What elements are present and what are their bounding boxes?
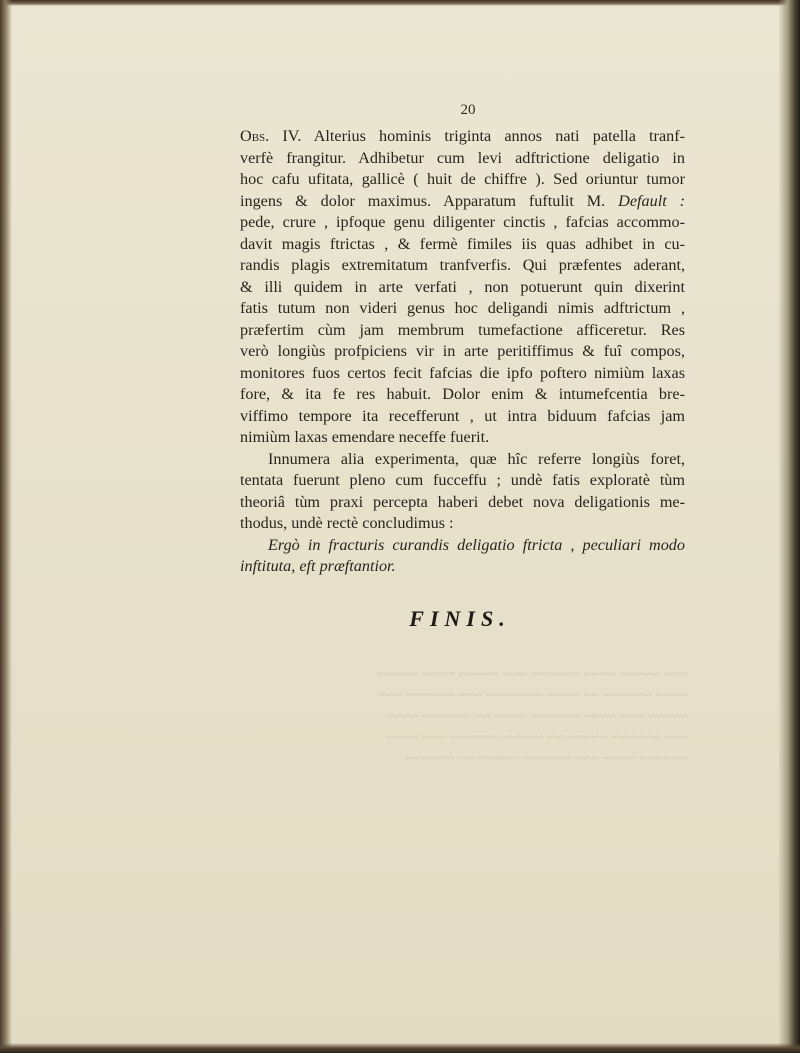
page-edge-right (778, 0, 800, 1053)
text-line: verò longiùs profpiciens vir in arte peritiffimus & fuî compos, (240, 342, 685, 360)
finis-heading: FINIS. (409, 606, 511, 631)
text-line (240, 126, 685, 148)
text-line: randis plagis extremitatum tranfverfis. Qui præfentes aderant, (240, 256, 685, 274)
text-line: inftituta, eft præftantior. (240, 557, 396, 575)
text-line: & illi quidem in arte verfati , non potuerunt quin dixerint (240, 277, 685, 296)
text-line: Innumera alia experimenta, quæ hîc referre longiùs foret, (268, 449, 685, 468)
text-line: verfè frangitur. Adhibetur cum levi adftrictione deligatio in (240, 148, 685, 167)
text-line: tentata fuerunt pleno cum fucceffu ; undè fatis exploratè tùm (240, 471, 685, 489)
text-line: hoc cafu ufitata, gallicè ( huit de chiffre ). Sed oriuntur tumor (240, 170, 685, 188)
observation-label: Obs. IV. (240, 127, 302, 145)
conclusion-paragraph (240, 535, 685, 578)
page-edge-bottom (0, 1043, 800, 1053)
text-line: thodus, undè rectè concludimus : (240, 514, 454, 532)
text-line: fatis tutum non videri genus hoc deligandi nimis adftrictum , (240, 299, 685, 317)
text-line: Ergò in fracturis curandis deligatio ftricta , peculiari modo (268, 535, 685, 554)
text-line: pede, crure , ipfoque genu diligenter cinctis , fafcias accommo- (240, 213, 685, 231)
text-line: fore, & ita fe res habuit. Dolor enim & intumefcentia bre- (240, 385, 685, 403)
text-line: viffimo tempore ita recefferunt , ut intra biduum fafcias jam (240, 406, 685, 425)
text-line: monitores fuos certos fecit fafcias die ipfo poftero nimiùm laxas (240, 363, 685, 382)
author-name: Default : (618, 191, 686, 210)
text-line (240, 191, 685, 213)
text-line: theoriâ tùm praxi percepta haberi debet nova deligationis me- (240, 492, 685, 511)
text-line: præfertim cùm jam membrum tumefactione afficeretur. Res (240, 320, 685, 339)
text-line-content: ingens & dolor maximus. Apparatum fuftulit M. (240, 191, 606, 210)
page-edge-top (0, 0, 800, 6)
body-text (240, 126, 685, 578)
text-line-content: Alterius hominis triginta annos nati patella tranf- (313, 127, 686, 145)
page-edge-left (0, 0, 12, 1053)
text-line: davit magis ftrictas , & fermè fimiles iis quas adhibet in cu- (240, 234, 685, 253)
page-number: 20 (460, 102, 476, 118)
observation-paragraph (240, 126, 685, 449)
experiments-paragraph (240, 449, 685, 535)
text-line: nimiùm laxas emendare neceffe fuerit. (240, 428, 490, 446)
show-through-texture: ~~~ ~~~~~ ~~~~ ~~~~~~ ~~~ ~~~~~ ~~~~ ~~~~~ ~~~~ ~~~~~~ ~~ ~~~~ ~~~~~~~ ~~~ ~~~~~~ ~~~ ~~~~~ ~~~ ~~~~ ~~~~~~ ~~~~ ~~ ~~~~~~ ~~~~ ~~~ ~~~~~~ ~~~~~ ~~ ~~~~~ ~~~~~~ ~~~ ~~~~ ~~~~~~ ~~~~ ~~~ ~~~~~~ ~~~~~ ~~ ~~~~~~ (377, 667, 688, 767)
